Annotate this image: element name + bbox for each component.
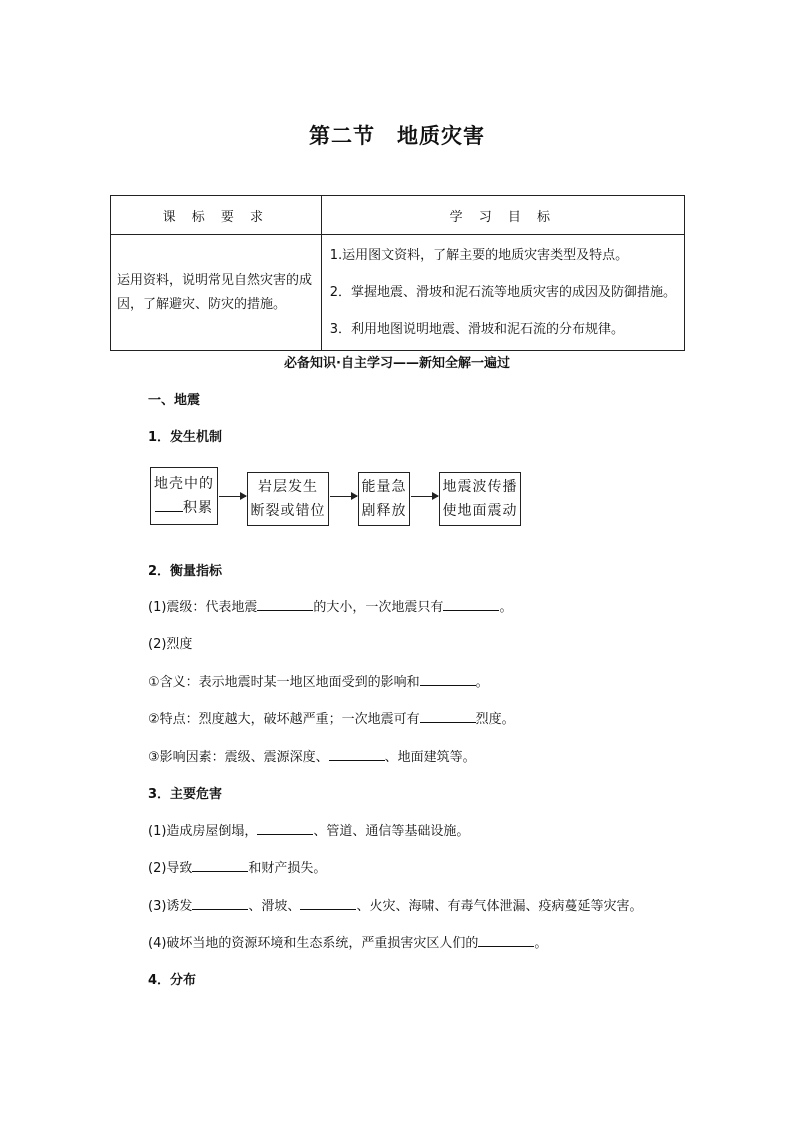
magnitude-line: (1)震级：代表地震 的大小，一次地震只有 。 (148, 596, 512, 615)
flow-step-energy-release: 能量急 剧释放 (358, 472, 410, 526)
flow-step-ground-shaking: 地震波传播 使地面震动 (439, 472, 521, 526)
intensity-heading: (2)烈度 (148, 637, 193, 652)
intensity-factors-line: ③影响因素：震级、震源深度、 、地面建筑等。 (148, 746, 476, 765)
fill-blank[interactable] (420, 709, 476, 723)
objectives-cell (321, 235, 684, 351)
flow-arrow (219, 496, 246, 497)
fill-blank[interactable] (300, 896, 356, 910)
page-title: 第二节 地质灾害 (309, 123, 485, 148)
objectives-header: 学 习 目 标 (321, 196, 684, 235)
fill-blank[interactable] (192, 858, 248, 872)
fill-blank[interactable] (443, 597, 499, 611)
hazard-line-3: (3)诱发 、滑坡、 、火灾、海啸、有毒气体泄漏、疫病蔓延等灾害。 (148, 895, 642, 914)
subheading-distribution: 4．分布 (148, 973, 197, 988)
flow-arrow (411, 496, 438, 497)
intensity-feature-line: ②特点：烈度越大，破坏越严重；一次地震可有 烈度。 (148, 708, 515, 727)
section-banner: 必备知识·自主学习——新知全解一遍过 (284, 356, 510, 371)
requirement-text: 运用资料，说明常见自然灾害的成因，了解避灾、防灾的措施。 (111, 235, 322, 351)
fill-blank[interactable] (257, 821, 313, 835)
hazard-line-4: (4)破坏当地的资源环境和生态系统，严重损害灾区人们的 。 (148, 932, 547, 951)
mechanism-flowchart (150, 467, 530, 527)
fill-blank[interactable] (257, 597, 313, 611)
requirement-header: 课 标 要 求 (111, 196, 322, 235)
fill-blank[interactable] (420, 672, 476, 686)
flow-step-energy-accumulation: 地壳中的 积累 (150, 467, 218, 525)
subheading-measures: 2．衡量指标 (148, 564, 223, 579)
flow-step-rock-fracture: 岩层发生 断裂或错位 (247, 472, 329, 526)
intensity-meaning-line: ①含义：表示地震时某一地区地面受到的影响和 。 (148, 671, 489, 690)
subheading-hazards: 3．主要危害 (148, 787, 223, 802)
hazard-line-2: (2)导致 和财产损失。 (148, 857, 326, 876)
objective-item: 2．掌握地震、滑坡和泥石流等地质灾害的成因及防御措施。 (329, 285, 676, 300)
fill-blank[interactable] (478, 933, 534, 947)
section-heading-earthquake: 一、地震 (148, 393, 201, 408)
objective-item: 1.运用图文资料，了解主要的地质灾害类型及特点。 (329, 248, 629, 263)
flow-arrow (330, 496, 357, 497)
subheading-mechanism: 1．发生机制 (148, 430, 223, 445)
fill-blank[interactable] (155, 498, 183, 512)
curriculum-standards-table (110, 195, 685, 351)
fill-blank[interactable] (192, 896, 248, 910)
hazard-line-1: (1)造成房屋倒塌， 、管道、通信等基础设施。 (148, 820, 469, 839)
fill-blank[interactable] (329, 747, 385, 761)
objective-item: 3．利用地图说明地震、滑坡和泥石流的分布规律。 (329, 322, 624, 337)
